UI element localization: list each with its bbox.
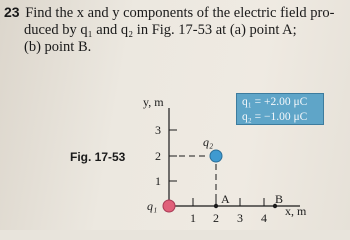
- y-tick-label-3: 3: [155, 123, 161, 137]
- x-axis-label: x, m: [285, 204, 307, 218]
- q2-charge: [210, 150, 222, 162]
- point-b-label: B: [275, 192, 284, 206]
- figure-label: Fig. 17-53: [70, 150, 126, 164]
- x-tick-label-2: 2: [213, 211, 219, 225]
- y-tick-label-2: 2: [155, 149, 161, 163]
- problem-number: 23: [4, 4, 20, 20]
- problem-line-1: Find the x and y components of the electric field pro-: [25, 5, 335, 21]
- y-axis-label: y, m: [143, 95, 164, 109]
- problem-line-2: duced by q₁ and q₂ in Fig. 17-53 at (a) point A;: [24, 22, 297, 38]
- x-tick-label-3: 3: [237, 211, 243, 225]
- y-tick-label-1: 1: [155, 174, 161, 188]
- q1-label: q₁: [147, 199, 158, 213]
- point-a-label: A: [221, 192, 230, 206]
- q1-charge: [163, 200, 175, 212]
- legend-q2: q₂ = −1.00 μC: [242, 111, 308, 123]
- q2-label: q₂: [203, 135, 214, 149]
- charge-legend: [236, 93, 324, 125]
- legend-q1: q₁ = +2.00 μC: [242, 96, 308, 108]
- point-a-dot: [214, 204, 218, 208]
- problem-line-3: (b) point B.: [24, 39, 92, 55]
- x-tick-label-4: 4: [261, 211, 267, 225]
- x-tick-label-1: 1: [190, 211, 196, 225]
